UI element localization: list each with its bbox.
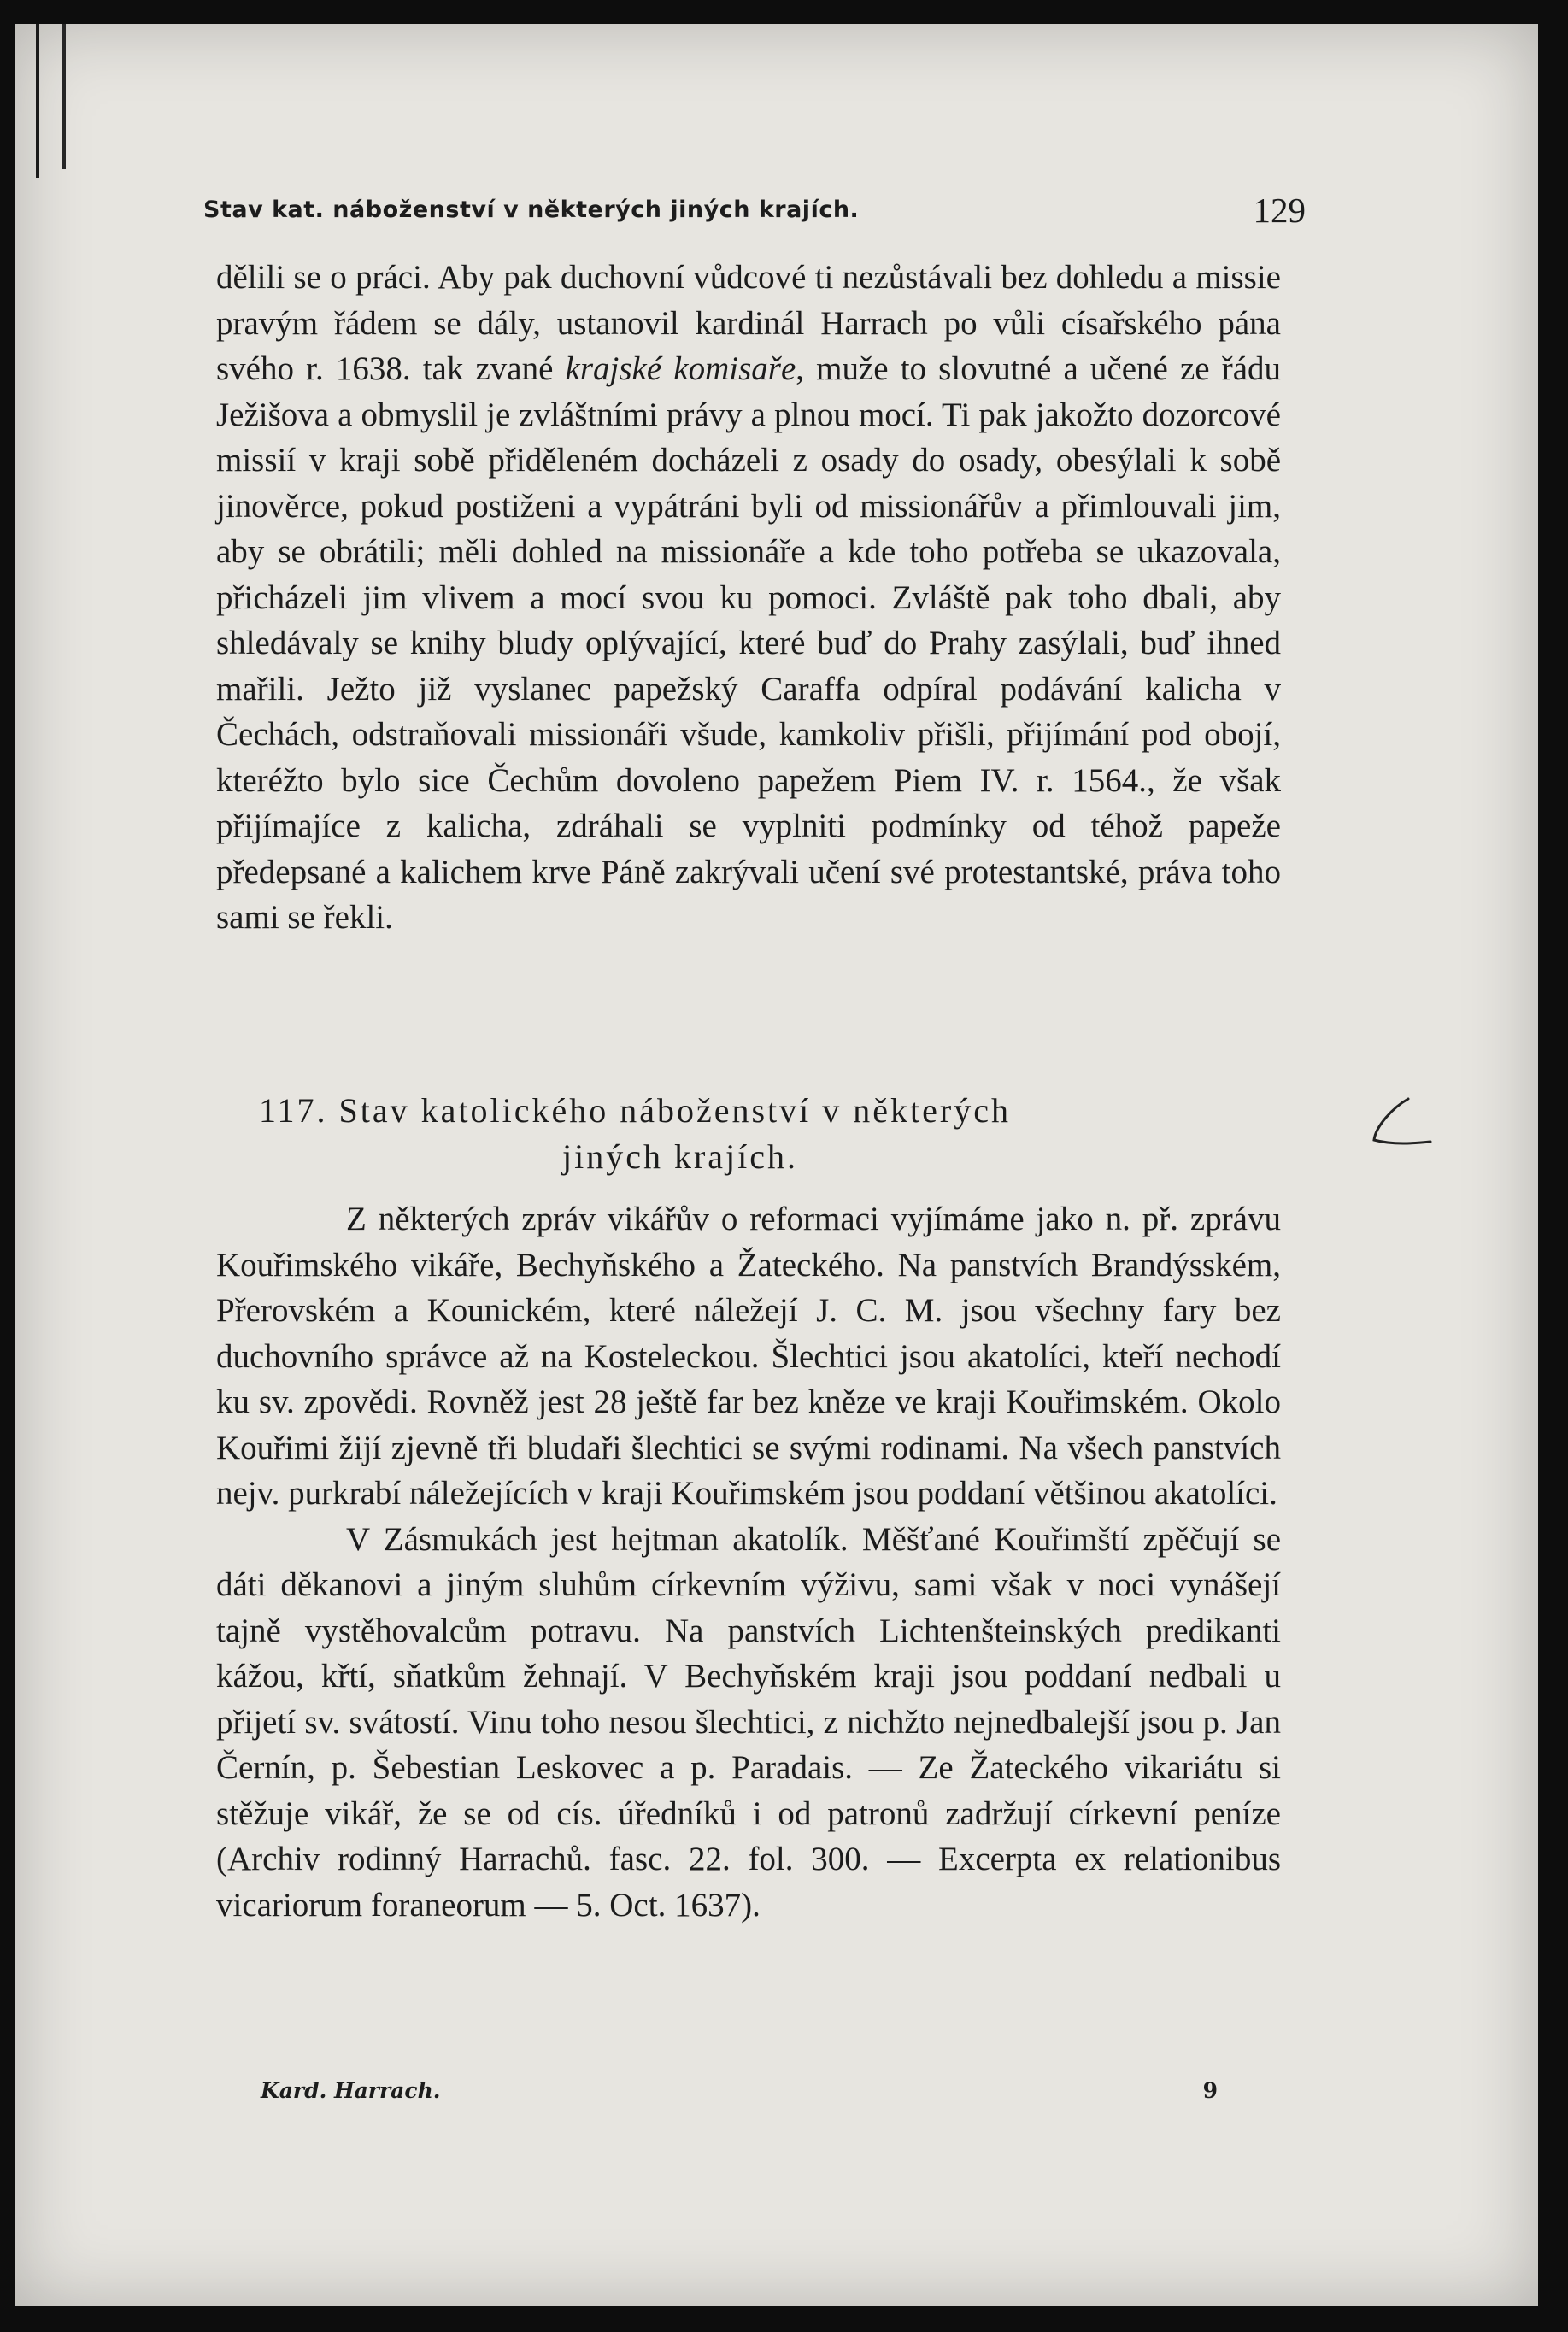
section-title-continued: jiných krajích.: [561, 1137, 799, 1176]
paragraph-text: , muže to slovutné a učené ze řádu Ježišova a obmyslil je zvláštními právy a plnou mocí. Ti pak jakožto dozorcové missií v kraji sobě přiděleném docházeli z osady do osady, obesýlali k sobě jinověrce, pokud postiženi a vypátráni byli od missionářův a přimlouvali jim, aby se obrátili; měli dohled na missionáře a kde toho potřeba se ukazovala, přicházeli jim vlivem a mocí svou ku pomoci. Zvláště pak toho dbali, aby shledávaly se knihy bludy oplývající, které buď do Prahy zasýlali, buď ihned mařili. Ježto již vyslanec papežský Caraffa odpíral podávání kalicha v Čechách, odstraňovali missionáři všude, kamkoliv přišli, přijímání pod obojí, kteréžto bylo sice Čechům dovoleno papežem Piem IV. r. 1564., že však přijímajíce z kalicha, zdráhali se vyplniti podmínky od téhož papeže předepsané a kalichem krve Páně zakrývali učení své protestantské, práva toho sami se řekli.: [216, 350, 1281, 936]
section-number: 117.: [259, 1091, 328, 1130]
running-head: Stav kat. náboženství v některých jiných krajích.: [203, 197, 860, 223]
page-footer: [261, 2078, 1218, 2112]
scan-edge-mark: [62, 24, 66, 169]
signature-mark: Kard. Harrach.: [261, 2078, 441, 2103]
page-header: [203, 190, 1306, 232]
paragraph: [216, 255, 1281, 941]
section-title: Stav katolického náboženství v některých: [338, 1091, 1011, 1130]
page-number: 129: [1253, 191, 1306, 230]
scan-edge-mark: [36, 24, 39, 178]
paragraph-continuation: [216, 255, 1281, 941]
emphasized-term: krajské komisaře: [565, 350, 796, 387]
sheet-number: 9: [1202, 2078, 1218, 2103]
section-body: [216, 1196, 1281, 1928]
section-heading: [216, 1088, 1281, 1180]
paragraph-text: dělili se o práci. Aby pak duchovní vůdcové ti nezůstávali bez dohledu a missie pravým řádem se dály, ustanovil kardinál Harrach po vůli císařského pána svého r. 1638. tak zvané: [216, 259, 1281, 387]
section-heading-line: [216, 1088, 1281, 1134]
paragraph: V Zásmukách jest hejtman akatolík. Měšťané Kouřimští zpěčují se dáti děkanovi a jiným sluhům církevním výživu, sami však v noci vynášejí tajně vystěhovalcům potravu. Na panstvích Lichtenšteinských predikanti kážou, křtí, sňatkům žehnají. V Bechyňském kraji jsou poddaní nedbali u přijetí sv. svátostí. Vinu toho nesou šlechtici, z nichžto nejnedbalejší jsou p. Jan Černín, p. Šebestian Leskovec a p. Paradais. — Ze Žateckého vikariátu si stěžuje vikář, že se od cís. úředníků i od patronů zadržují církevní peníze (Archiv rodinný Harrachů. fasc. 22. fol. 300. — Excerpta ex relationibus vicariorum foraneorum — 5. Oct. 1637).: [216, 1520, 1281, 1924]
handwritten-margin-mark: [1367, 1092, 1436, 1152]
paragraph: Z některých zpráv vikářův o reformaci vyjímáme jako n. př. zprávu Kouřimského vikáře, Bechyňského a Žateckého. Na panstvích Brandýsském, Přerovském a Kounickém, které náležejí J. C. M. jsou všechny fary bez duchovního správce až na Kosteleckou. Šlechtici jsou akatolíci, kteří nechodí ku sv. zpovědi. Rovněž jest 28 ještě far bez kněze ve kraji Kouřimském. Okolo Kouřimi žijí zjevně tři bludaři šlechtici se svými rodinami. Na všech panstvích nejv. purkrabí náležejících v kraji Kouřimském jsou poddaní většinou akatolíci.: [216, 1201, 1281, 1512]
